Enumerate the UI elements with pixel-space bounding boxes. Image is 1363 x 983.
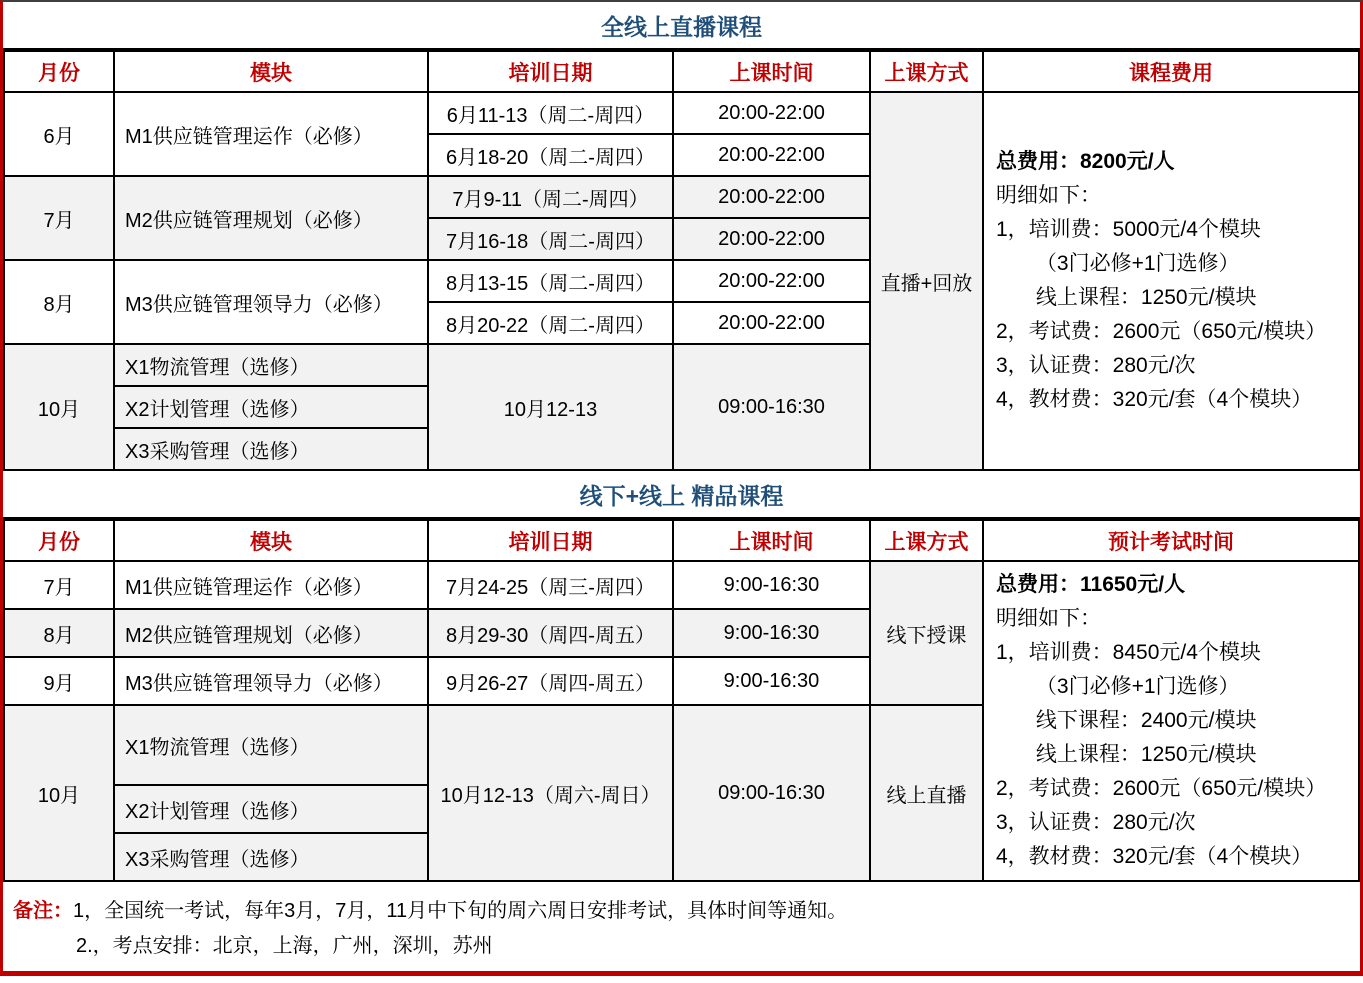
date-cell: 7月24-25（周三-周四） [428, 561, 673, 609]
column-header-month: 月份 [4, 520, 114, 561]
date-cell: 7月16-18（周二-周四） [428, 218, 673, 260]
module-cell: M2供应链管理规划（必修） [114, 609, 428, 657]
table-header-row [4, 520, 1359, 561]
date-cell: 6月18-20（周二-周四） [428, 134, 673, 176]
table-row [4, 561, 1359, 609]
column-header-method: 上课方式 [870, 51, 983, 92]
note-text: 1，全国统一考试，每年3月，7月，11月中下旬的周六周日安排考试，具体时间等通知。 [73, 900, 848, 922]
method-cell: 直播+回放 [870, 92, 983, 470]
fee-total: 总费用：11650元/人 [996, 573, 1186, 596]
time-cell: 20:00-22:00 [673, 176, 870, 218]
note-line-2 [76, 929, 1350, 964]
module-cell: M1供应链管理运作（必修） [114, 561, 428, 609]
date-cell: 8月13-15（周二-周四） [428, 260, 673, 302]
column-header-module: 模块 [114, 51, 428, 92]
month-cell: 10月 [4, 705, 114, 881]
month-cell: 7月 [4, 561, 114, 609]
fee-item: 线下课程：2400元/模块 [1035, 709, 1257, 732]
column-header-date: 培训日期 [428, 51, 673, 92]
column-header-fee: 课程费用 [983, 51, 1359, 92]
time-cell: 9:00-16:30 [673, 657, 870, 705]
time-cell: 09:00-16:30 [673, 344, 870, 470]
month-cell: 7月 [4, 176, 114, 260]
fee-item: 1，培训费：5000元/4个模块 [996, 218, 1261, 241]
section2-title: 线下+线上 精品课程 [3, 471, 1360, 519]
table-row [4, 92, 1359, 134]
module-cell: M3供应链管理领导力（必修） [114, 260, 428, 344]
column-header-method: 上课方式 [870, 520, 983, 561]
module-cell: X3采购管理（选修） [114, 833, 428, 881]
method-cell-offline: 线下授课 [870, 561, 983, 705]
fee-item: （3门必修+1门选修） [1035, 252, 1240, 275]
time-cell: 20:00-22:00 [673, 302, 870, 344]
module-cell: M3供应链管理领导力（必修） [114, 657, 428, 705]
fee-item: 4，教材费：320元/套（4个模块） [996, 845, 1313, 868]
fee-item: （3门必修+1门选修） [1035, 675, 1240, 698]
date-cell: 9月26-27（周四-周五） [428, 657, 673, 705]
offline-online-course-table [3, 519, 1360, 882]
time-cell: 9:00-16:30 [673, 561, 870, 609]
month-cell: 9月 [4, 657, 114, 705]
fee-panel [983, 561, 1359, 881]
column-header-exam-time: 预计考试时间 [983, 520, 1359, 561]
date-cell: 10月12-13 [428, 344, 673, 470]
note-line-1 [13, 894, 1350, 929]
notes-section [3, 882, 1360, 964]
module-cell: M1供应链管理运作（必修） [114, 92, 428, 176]
time-cell: 20:00-22:00 [673, 260, 870, 302]
module-cell: X1物流管理（选修） [114, 705, 428, 785]
column-header-month: 月份 [4, 51, 114, 92]
column-header-module: 模块 [114, 520, 428, 561]
month-cell: 8月 [4, 609, 114, 657]
fee-panel [983, 92, 1359, 470]
month-cell: 8月 [4, 260, 114, 344]
fee-item: 1，培训费：8450元/4个模块 [996, 641, 1261, 664]
time-cell: 20:00-22:00 [673, 218, 870, 260]
date-cell: 7月9-11（周二-周四） [428, 176, 673, 218]
time-cell: 20:00-22:00 [673, 134, 870, 176]
date-cell: 10月12-13（周六-周日） [428, 705, 673, 881]
column-header-date: 培训日期 [428, 520, 673, 561]
date-cell: 6月11-13（周二-周四） [428, 92, 673, 134]
section1-title: 全线上直播课程 [3, 2, 1360, 50]
module-cell: X1物流管理（选修） [114, 344, 428, 386]
column-header-time: 上课时间 [673, 51, 870, 92]
fee-total: 总费用：8200元/人 [996, 150, 1175, 173]
fee-item: 线上课程：1250元/模块 [1035, 286, 1257, 309]
time-cell: 09:00-16:30 [673, 705, 870, 881]
time-cell: 20:00-22:00 [673, 92, 870, 134]
date-cell: 8月29-30（周四-周五） [428, 609, 673, 657]
time-cell: 9:00-16:30 [673, 609, 870, 657]
fee-item: 4，教材费：320元/套（4个模块） [996, 388, 1313, 411]
note-text: 2.，考点安排：北京，上海，广州，深圳，苏州 [76, 935, 493, 957]
fee-item: 3，认证费：280元/次 [996, 354, 1196, 377]
fee-item: 3，认证费：280元/次 [996, 811, 1196, 834]
module-cell: X2计划管理（选修） [114, 386, 428, 428]
column-header-time: 上课时间 [673, 520, 870, 561]
online-live-course-table [3, 50, 1360, 471]
fee-item: 线上课程：1250元/模块 [1035, 743, 1257, 766]
method-cell-online: 线上直播 [870, 705, 983, 881]
fee-intro: 明细如下： [996, 184, 1101, 207]
table-header-row [4, 51, 1359, 92]
month-cell: 6月 [4, 92, 114, 176]
module-cell: X3采购管理（选修） [114, 428, 428, 470]
module-cell: X2计划管理（选修） [114, 785, 428, 833]
fee-intro: 明细如下： [996, 607, 1101, 630]
module-cell: M2供应链管理规划（必修） [114, 176, 428, 260]
fee-item: 2，考试费：2600元（650元/模块） [996, 777, 1327, 800]
month-cell: 10月 [4, 344, 114, 470]
notes-label: 备注： [13, 900, 73, 922]
fee-item: 2，考试费：2600元（650元/模块） [996, 320, 1327, 343]
date-cell: 8月20-22（周二-周四） [428, 302, 673, 344]
